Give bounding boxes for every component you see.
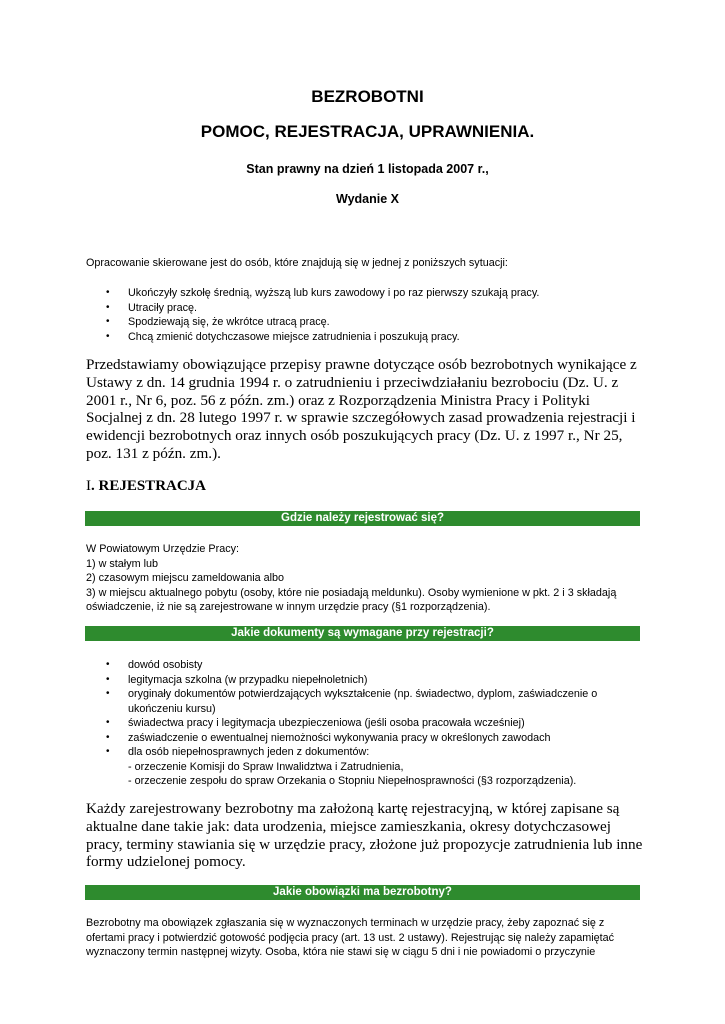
list-item: • legitymacja szkolna (w przypadku niepełnoletnich) [86, 673, 646, 688]
answer-line: 1) w stałym lub [86, 557, 158, 570]
list-item: • dowód osobisty [86, 658, 646, 673]
list-item-text: • dla osób niepełnosprawnych jeden z dokumentów: [128, 746, 370, 758]
intro-text: Opracowanie skierowane jest do osób, które znajdują się w jednej z poniższych sytuacji: [86, 257, 508, 269]
duties-answer: Bezrobotny ma obowiązek zgłaszania się w wyznaczonych terminach w urzędzie pracy, żeby zapoznać się z ofertami pracy i potwierdzić gotowość podjęcia pracy (art. 13 ust. 2 ustawy). Rejestrując się należy zapamiętać wyznaczony termin następnej wizyty. Osoba, która nie stawi się w ciągu 5 dni i nie powiadomi o przyczynie [86, 917, 615, 958]
list-item: • Utraciły pracę. [86, 301, 646, 316]
list-item: • zaświadczenie o ewentualnej niemożności wykonywania pracy w określonych zawodach [86, 731, 646, 746]
answer-line: W Powiatowym Urzędzie Pracy: [86, 543, 239, 555]
registration-card-paragraph: Każdy zarejestrowany bezrobotny ma założoną kartę rejestracyjną, w której zapisane są aktualne dane takie jak: data urodzenia, miejsce zamieszkania, okresy dotychczasowej pracy, terminy stawiania się w urzędzie pracy, złożone już propozycje zatrudnienia lub inne formy udzielonej pomocy. [86, 800, 643, 871]
question-bar-where-register: Gdzie należy rejestrować się? [85, 511, 640, 526]
list-item: • Ukończyły szkołę średnią, wyższą lub kurs zawodowy i po raz pierwszy szukają pracy. [86, 286, 646, 301]
sub-item: - orzeczenie Komisji do Spraw Inwalidztwa i Zatrudnienia, [128, 760, 404, 773]
answer-line: 2) czasowym miejscu zameldowania albo [86, 572, 285, 584]
section-heading-registration [86, 478, 206, 495]
legal-state-date: Stan prawny na dzień 1 listopada 2007 r., [246, 162, 489, 176]
section-title: . REJESTRACJA [91, 478, 207, 494]
question-bar-duties: Jakie obowiązki ma bezrobotny? [85, 885, 640, 900]
legal-basis-paragraph: Przedstawiamy obowiązujące przepisy prawne dotyczące osób bezrobotnych wynikające z Ustawy z dn. 14 grudnia 1994 r. o zatrudnieniu i przeciwdziałaniu bezrobociu (Dz. U. z 2001 r., Nr 6, poz. 56 z późn. zm.) oraz z Rozporządzenia Ministra Pracy i Polityki Socjalnej z dn. 28 lutego 1997 r. w sprawie szczegółowych zasad prowadzenia rejestracji i ewidencji bezrobotnych oraz innych osób poszukujących pracy (Dz. U. z 1997 r., Nr 25, poz. 131 z późn. zm.). [86, 356, 637, 462]
sub-item: - orzeczenie zespołu do spraw Orzekania o Stopniu Niepełnosprawności (§3 rozporządzenia). [128, 775, 577, 787]
situations-list [86, 286, 646, 344]
section-number: I [86, 478, 91, 494]
where-register-answer [86, 542, 646, 615]
list-item: • Spodziewają się, że wkrótce utracą pracę. [86, 315, 646, 330]
documents-list [86, 658, 646, 789]
list-item: • Chcą zmienić dotychczasowe miejsce zatrudnienia i poszukują pracy. [86, 330, 646, 345]
answer-line: 3) w miejscu aktualnego pobytu (osoby, które nie posiadają meldunku). Osoby wymienione w pkt. 2 i 3 składają oświadczenie, iż nie są zarejestrowane w innym urzędzie pracy (§1 rozporządzenia). [86, 586, 617, 613]
document-title: BEZROBOTNI [311, 87, 424, 106]
document-subtitle: POMOC, REJESTRACJA, UPRAWNIENIA. [200, 122, 535, 141]
edition-label: Wydanie X [336, 192, 399, 206]
list-item: • oryginały dokumentów potwierdzających wykształcenie (np. świadectwo, dyplom, zaświadczenie o ukończeniu kursu) [86, 687, 646, 716]
list-item [86, 745, 646, 789]
list-item: • świadectwa pracy i legitymacja ubezpieczeniowa (jeśli osoba pracowała wcześniej) [86, 716, 646, 731]
question-bar-documents: Jakie dokumenty są wymagane przy rejestracji? [85, 626, 640, 641]
